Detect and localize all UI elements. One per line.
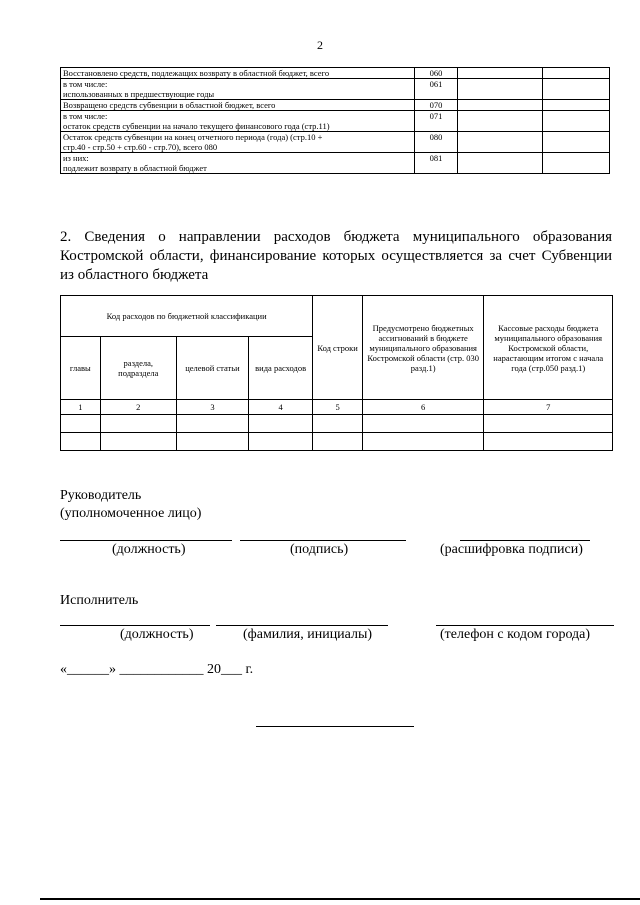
bottom-signature-line bbox=[256, 726, 414, 727]
exec-position-line bbox=[60, 625, 210, 626]
report-row-label bbox=[61, 132, 415, 153]
exec-phone-caption: (телефон с кодом города) bbox=[440, 627, 591, 642]
blank-cell bbox=[100, 415, 176, 433]
column-number: 5 bbox=[313, 400, 363, 415]
report-row bbox=[61, 68, 610, 79]
exec-name-line bbox=[216, 625, 388, 626]
report-row-label bbox=[61, 79, 415, 100]
report-row-text: Остаток средств субвенции на конец отчетного периода (года) (стр.10 + bbox=[63, 132, 323, 142]
column-number: 2 bbox=[100, 400, 176, 415]
blank-cell bbox=[61, 433, 101, 451]
column-number: 3 bbox=[176, 400, 248, 415]
report-row-value bbox=[458, 68, 543, 79]
report-row-value bbox=[458, 79, 543, 100]
report-row-text: стр.40 - стр.50 + стр.60 - стр.70), всего 080 bbox=[63, 142, 218, 152]
report-row-value bbox=[458, 100, 543, 111]
report-row-value bbox=[458, 153, 543, 174]
report-row-label bbox=[61, 100, 415, 111]
report-row-label bbox=[61, 68, 415, 79]
exec-phone-line bbox=[436, 625, 614, 626]
page-bottom-rule bbox=[40, 898, 640, 900]
head-label: Руководитель bbox=[60, 488, 142, 503]
expense-table bbox=[60, 295, 613, 451]
report-row-text: использованных в предшествующие годы bbox=[63, 89, 215, 99]
blank-cell bbox=[100, 433, 176, 451]
header-group: Код расходов по бюджетной классификации bbox=[61, 296, 313, 337]
report-row bbox=[61, 100, 610, 111]
report-row-value bbox=[543, 111, 610, 132]
blank-cell bbox=[313, 433, 363, 451]
report-row-code: 061 bbox=[415, 79, 458, 100]
blank-row bbox=[61, 415, 613, 433]
report-row-value bbox=[543, 68, 610, 79]
section-title: 2. Сведения о направлении расходов бюджета муниципального образования Костромской области, финансирование которых осуществляется за счет Субвенции из областного бюджета bbox=[60, 229, 612, 283]
column-number: 4 bbox=[248, 400, 312, 415]
blank-cell bbox=[313, 415, 363, 433]
report-row-value bbox=[543, 153, 610, 174]
report-row-code: 071 bbox=[415, 111, 458, 132]
report-row-text: Возвращено средств субвенции в областной бюджет, всего bbox=[63, 100, 276, 110]
col-row-code: Код строки bbox=[313, 296, 363, 400]
blank-cell bbox=[176, 433, 248, 451]
head-authorized-label: (уполномоченное лицо) bbox=[60, 506, 202, 521]
col-cash: Кассовые расходы бюджета муниципального образования Костромской области, нарастающим итогом с начала года (стр.050 разд.1) bbox=[484, 296, 613, 400]
column-number: 1 bbox=[61, 400, 101, 415]
blank-cell bbox=[176, 415, 248, 433]
blank-cell bbox=[61, 415, 101, 433]
report-row-code: 080 bbox=[415, 132, 458, 153]
report-table bbox=[60, 67, 610, 174]
report-row-text: Восстановлено средств, подлежащих возврату в областной бюджет, всего bbox=[63, 68, 330, 78]
column-number: 6 bbox=[362, 400, 484, 415]
report-row-label bbox=[61, 111, 415, 132]
report-row-text: остаток средств субвенции на начало текущего финансового года (стр.11) bbox=[63, 121, 330, 131]
report-row-text: из них: bbox=[63, 153, 89, 163]
report-row-code: 060 bbox=[415, 68, 458, 79]
col-target: целевой статьи bbox=[176, 337, 248, 400]
blank-cell bbox=[248, 433, 312, 451]
page-number: 2 bbox=[317, 38, 323, 52]
report-row bbox=[61, 132, 610, 153]
blank-cell bbox=[362, 433, 484, 451]
report-row-label bbox=[61, 153, 415, 174]
col-type: вида расходов bbox=[248, 337, 312, 400]
col-planned: Предусмотрено бюджетных ассигнований в бюджете муниципального образования Костромской области (стр. 030 разд.1) bbox=[362, 296, 484, 400]
blank-row bbox=[61, 433, 613, 451]
report-row-value bbox=[543, 79, 610, 100]
executor-label: Исполнитель bbox=[60, 593, 139, 608]
report-row-value bbox=[458, 132, 543, 153]
blank-cell bbox=[484, 415, 613, 433]
report-row-text: в том числе: bbox=[63, 111, 108, 121]
date-line: «______» ____________ 20___ г. bbox=[60, 662, 254, 677]
report-row-value bbox=[543, 132, 610, 153]
report-row-code: 070 bbox=[415, 100, 458, 111]
blank-cell bbox=[362, 415, 484, 433]
head-position-caption: (должность) bbox=[112, 542, 186, 557]
report-row bbox=[61, 111, 610, 132]
head-signature-caption: (подпись) bbox=[290, 542, 349, 557]
report-row-text: в том числе: bbox=[63, 79, 108, 89]
blank-cell bbox=[248, 415, 312, 433]
report-row-code: 081 bbox=[415, 153, 458, 174]
report-row bbox=[61, 79, 610, 100]
report-row bbox=[61, 153, 610, 174]
head-decoding-caption: (расшифровка подписи) bbox=[440, 542, 583, 557]
head-position-line bbox=[60, 540, 232, 541]
exec-position-caption: (должность) bbox=[120, 627, 194, 642]
col-main: главы bbox=[61, 337, 101, 400]
head-signature-line bbox=[240, 540, 406, 541]
column-number: 7 bbox=[484, 400, 613, 415]
head-decoding-line bbox=[460, 540, 590, 541]
report-row-value bbox=[458, 111, 543, 132]
report-row-text: подлежит возврату в областной бюджет bbox=[63, 163, 207, 173]
exec-name-caption: (фамилия, инициалы) bbox=[243, 627, 373, 642]
report-row-value bbox=[543, 100, 610, 111]
col-section: раздела, подраздела bbox=[100, 337, 176, 400]
blank-cell bbox=[484, 433, 613, 451]
